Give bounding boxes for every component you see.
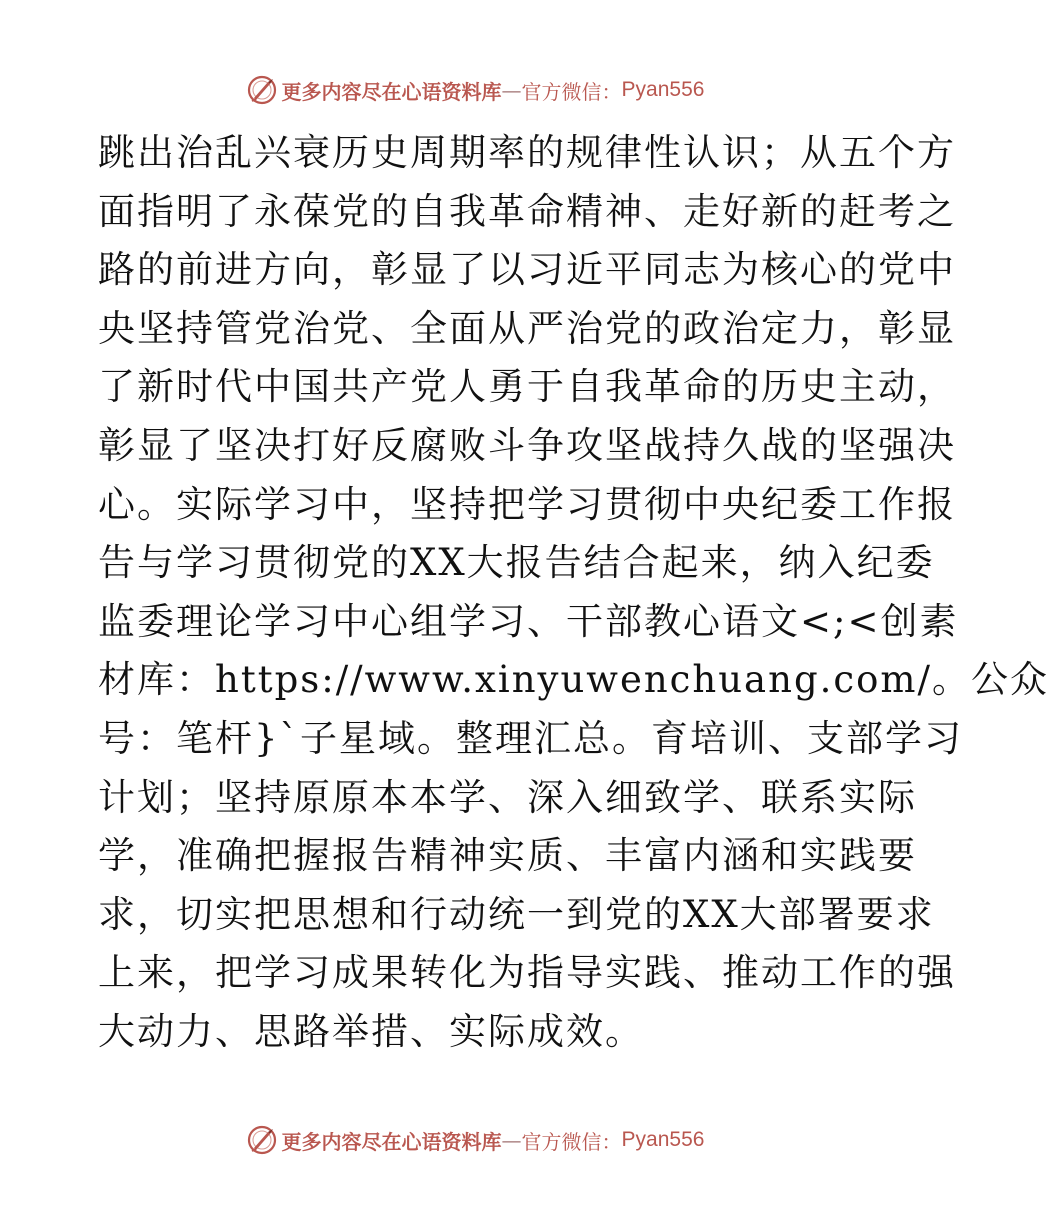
- text-line: 了新时代中国共产党人勇于自我革命的历史主动，: [98, 365, 956, 409]
- banner-wechat-label: 官方微信：: [521, 1129, 622, 1154]
- banner-title: 更多内容尽在心语资料库: [281, 79, 502, 104]
- banner-wechat-account: Pyan556: [621, 1128, 705, 1151]
- banner-wechat-account: Pyan556: [621, 78, 705, 101]
- text-line: 学，准确把握报告精神实质、丰富内涵和实践要: [98, 834, 917, 878]
- quill-logo-icon: [246, 1124, 278, 1156]
- text-line: 央坚持管党治党、全面从严治党的政治定力，彰显: [98, 306, 956, 350]
- text-line: 路的前进方向，彰显了以习近平同志为核心的党中: [98, 248, 956, 292]
- text-line: 号：笔杆}`子星域。整理汇总。育培训、支部学习: [98, 716, 964, 760]
- text-line: 心。实际学习中，坚持把学习贯彻中央纪委工作报: [98, 482, 956, 526]
- text-line: 跳出治乱兴衰历史周期率的规律性认识；从五个方: [98, 131, 956, 174]
- text-line: 求，切实把思想和行动统一到党的XX大部署要求: [98, 892, 935, 936]
- text-line: 彰显了坚决打好反腐败斗争攻坚战持久战的坚强决: [98, 423, 956, 467]
- text-line: 上来，把学习成果转化为指导实践、推动工作的强: [98, 951, 956, 995]
- banner-separator: —: [501, 1128, 522, 1152]
- quill-logo-icon: [246, 74, 278, 106]
- header-watermark-banner: [0, 72, 950, 108]
- banner-wechat-label: 官方微信：: [521, 79, 622, 104]
- document-body: [98, 124, 1049, 1062]
- text-line: 材库：https://www.xinyuwenchuang.com/。公众: [98, 658, 1049, 702]
- text-line: 监委理论学习中心组学习、干部教心语文<;<创素: [98, 599, 959, 643]
- footer-watermark-banner: [0, 1122, 950, 1158]
- banner-title: 更多内容尽在心语资料库: [281, 1129, 502, 1154]
- text-line: 大动力、思路举措、实际成效。: [98, 1009, 644, 1053]
- banner-separator: —: [501, 78, 522, 102]
- text-line: 告与学习贯彻党的XX大报告结合起来，纳入纪委: [98, 541, 935, 585]
- text-line: 计划；坚持原原本本学、深入细致学、联系实际: [98, 775, 917, 819]
- text-line: 面指明了永葆党的自我革命精神、走好新的赶考之: [98, 189, 956, 233]
